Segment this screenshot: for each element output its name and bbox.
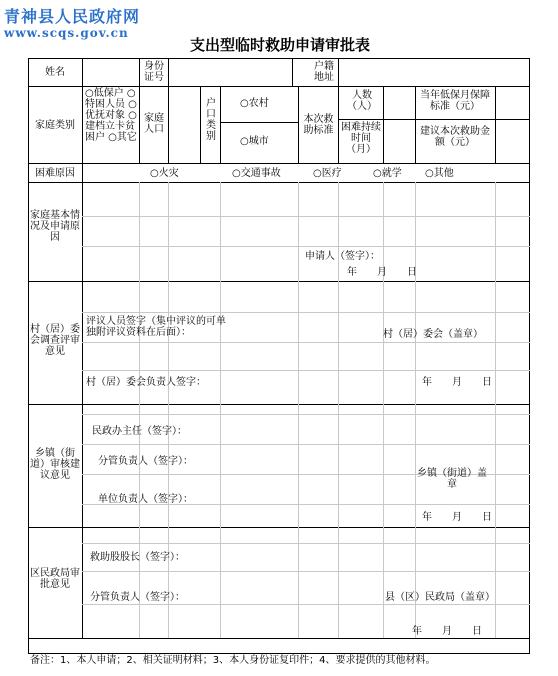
form-title: 支出型临时救助申请审批表	[190, 36, 371, 54]
name-label: 姓名	[45, 67, 65, 78]
hardship-duration-label: 困难持续时间（月）	[341, 122, 381, 155]
traffic-accident-option: ○交通事故	[232, 168, 281, 179]
village-review-date: 年 月 日	[422, 377, 492, 388]
persons-label: 人数（人）	[347, 90, 377, 112]
village-committee-seal: 村（居）委会（盖章）	[383, 329, 483, 340]
other-option: ○其他	[425, 168, 454, 179]
township-leader-label: 分管负责人（签字）：	[98, 456, 193, 467]
site-url-watermark: www.scqs.gov.cn	[4, 26, 129, 40]
reviewers-signature-label: 评议人员签字（集中评议的可单独附评议资料在后面）：	[86, 316, 226, 338]
district-leader-label: 分管负责人（签字）：	[90, 592, 185, 603]
hukou-address-label: 户籍地址	[314, 61, 334, 83]
site-watermark: 青神县人民政府网	[4, 7, 141, 26]
family-category-options: ○低保户 ○特困人员 ○优抚对象 ○建档立卡贫困户 ○其它	[85, 88, 137, 143]
aid-section-chief-label: 救助股股长（签字）：	[90, 552, 185, 563]
id-number-label: 身份证号	[144, 61, 164, 83]
township-review-label: 乡镇（街道）审核建议意见	[30, 448, 80, 481]
approval-form-table	[28, 58, 530, 654]
civil-affairs-director-label: 民政办主任（签字）：	[92, 426, 187, 437]
dibao-standard-label: 当年低保月保障标准（元）	[420, 90, 490, 112]
civil-affairs-bureau-seal: 县（区）民政局（盖章）	[385, 592, 495, 603]
medical-option: ○医疗	[313, 168, 342, 179]
village-review-label: 村（居）委会调查评审意见	[30, 324, 80, 357]
applicant-signature-label: 申请人（签字）：	[305, 251, 380, 262]
family-category-label: 家庭类别	[35, 120, 75, 131]
township-review-date: 年 月 日	[422, 512, 492, 523]
hardship-reason-label: 困难原因	[35, 168, 75, 179]
schooling-option: ○就学	[373, 168, 402, 179]
district-approval-label: 区民政局审批意见	[30, 568, 80, 590]
village-head-signature-label: 村（居）委会负责人签字：	[86, 377, 206, 388]
family-situation-label: 家庭基本情况及申请原因	[30, 210, 80, 243]
applicant-date: 年 月 日	[347, 267, 417, 278]
family-population-label: 家庭人口	[144, 113, 164, 135]
hukou-type-label: 户口类别	[206, 98, 216, 142]
unit-head-label: 单位负责人（签字）：	[98, 494, 193, 505]
urban-option: ○城市	[240, 136, 269, 147]
remarks-note: 备注：1、本人申请；2、相关证明材料；3、本人身份证复印件；4、要求提供的其他材料。	[30, 655, 436, 666]
rural-option: ○农村	[240, 98, 269, 109]
township-seal: 乡镇（街道）盖章	[417, 468, 487, 490]
fire-option: ○火灾	[150, 168, 179, 179]
aid-standard-label: 本次救助标准	[303, 114, 334, 136]
suggested-amount-label: 建议本次救助金额（元）	[420, 126, 490, 148]
district-approval-date: 年 月 日	[412, 626, 482, 637]
